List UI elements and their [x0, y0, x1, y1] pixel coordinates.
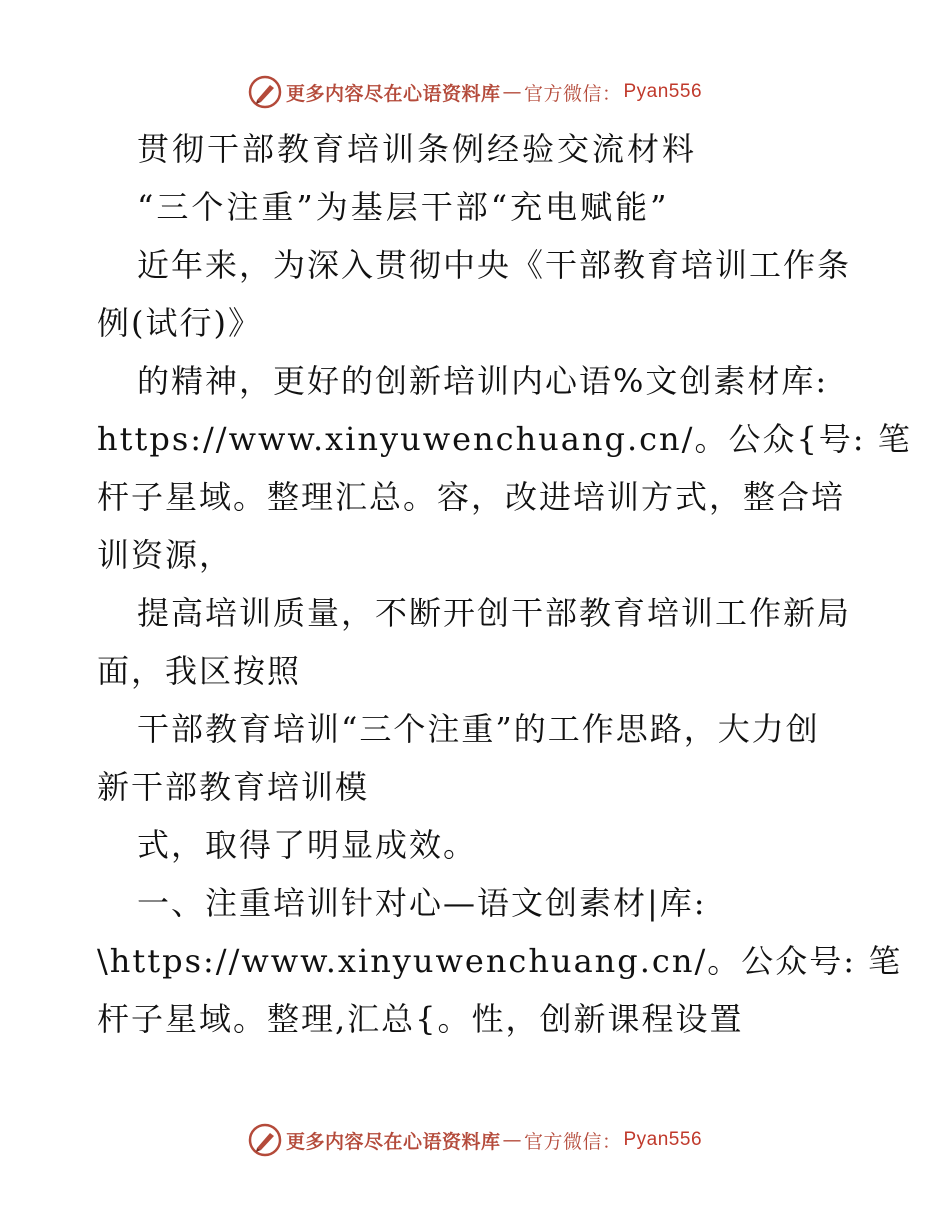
paragraph-line: 训资源，: [97, 536, 234, 574]
paragraph-line: 杆子星域。整理,汇总{。性，创新课程设置: [97, 1000, 744, 1038]
paragraph-line: https://www.xinyuwenchuang.cn/。公众{号: 笔: [97, 420, 912, 458]
paragraph-line: 的精神，更好的创新培训内心语%文创素材库:: [137, 362, 829, 400]
pen-logo-icon: [248, 1123, 282, 1157]
banner-wechat-id: Pyan556: [623, 81, 703, 102]
document-title: 贯彻干部教育培训条例经验交流材料: [137, 130, 698, 168]
paragraph-line: \https://www.xinyuwenchuang.cn/。公众号: 笔: [97, 942, 903, 980]
document-subtitle: “三个注重”为基层干部“充电赋能”: [137, 188, 670, 226]
paragraph-line: 干部教育培训“三个注重”的工作思路，大力创: [137, 710, 820, 748]
paragraph-line: 新干部教育培训模: [97, 768, 370, 806]
paragraph-line: 近年来，为深入贯彻中央《干部教育培训工作条: [137, 246, 852, 284]
banner-wechat-label: 官方微信：: [523, 1130, 622, 1153]
paragraph-line: 杆子星域。整理汇总。容，改进培训方式，整合培: [97, 478, 846, 516]
banner-wechat-id: Pyan556: [623, 1129, 703, 1150]
footer-banner: [0, 1120, 950, 1160]
paragraph-line: 面，我区按照: [97, 652, 302, 690]
paragraph-line: 提高培训质量，不断开创干部教育培训工作新局: [137, 594, 852, 632]
section-heading: 一、注重培训针对心—语文创素材|库:: [137, 884, 707, 922]
banner-dash: —: [502, 81, 522, 103]
header-banner: [0, 72, 950, 112]
banner-site-text: 更多内容尽在心语资料库: [285, 1130, 501, 1153]
document-body: [97, 120, 912, 1048]
pen-logo-icon: [248, 75, 282, 109]
paragraph-line: 式，取得了明显成效。: [137, 826, 478, 864]
paragraph-line: 例(试行)》: [97, 304, 262, 342]
banner-wechat-label: 官方微信：: [523, 82, 622, 105]
banner-dash: —: [502, 1129, 522, 1151]
banner-site-text: 更多内容尽在心语资料库: [285, 82, 501, 105]
